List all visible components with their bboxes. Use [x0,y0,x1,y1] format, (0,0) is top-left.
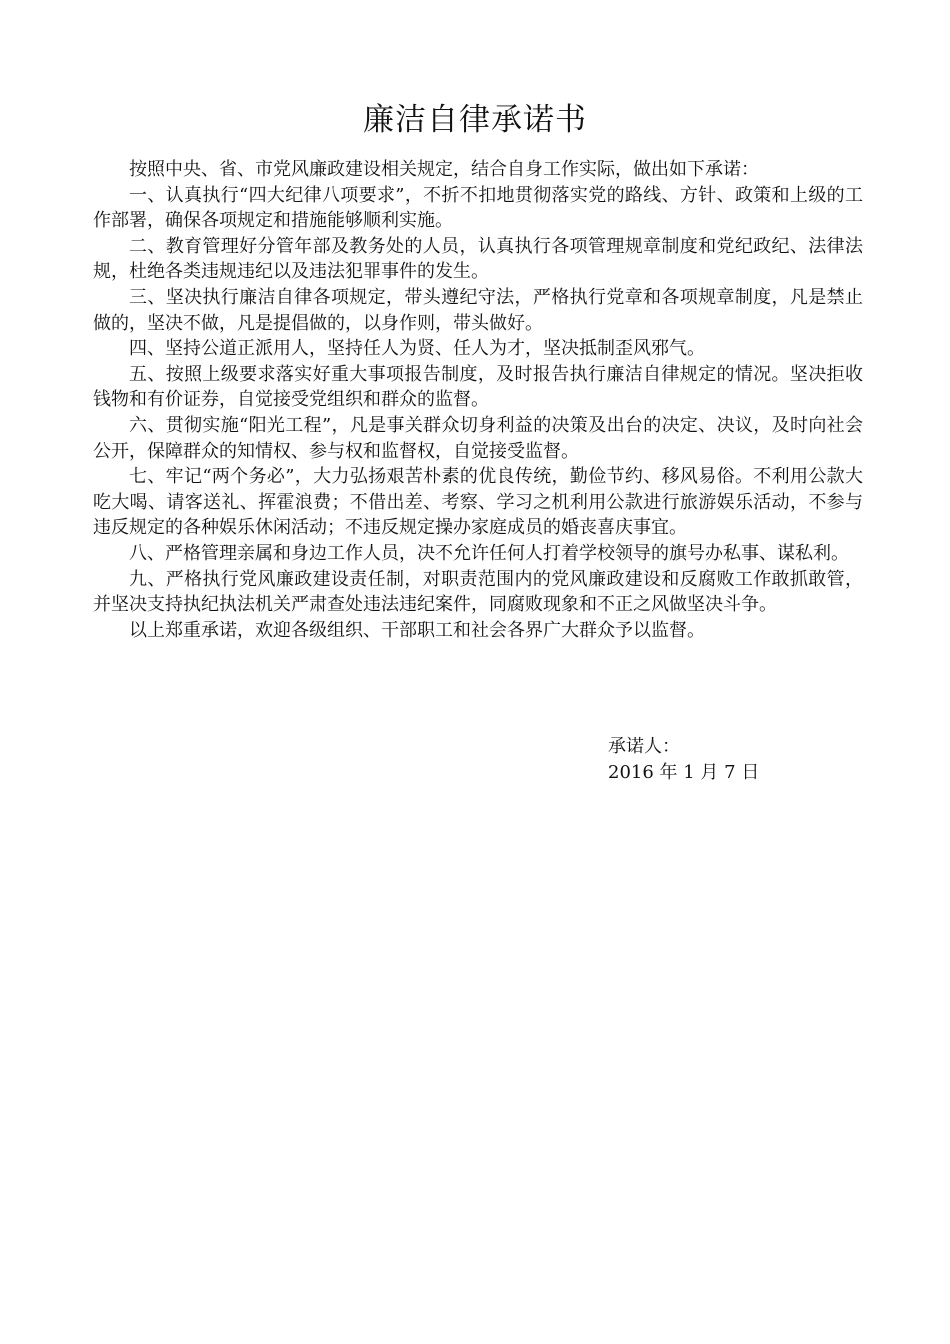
paragraph-8: 八、严格管理亲属和身边工作人员，决不允许任何人打着学校领导的旗号办私事、谋私利。 [129,542,849,564]
document-body [93,157,863,643]
paragraph-1: 一、认真执行“四大纪律八项要求”，不折不扣地贯彻落实党的路线、方针、政策和上级的工作部署，确保各项规定和措施能够顺利实施。 [93,184,863,232]
paragraph-7: 七、牢记“两个务必”，大力弘扬艰苦朴素的优良传统，勤俭节约、移风易俗。不利用公款大吃大喝、请客送礼、挥霍浪费；不借出差、考察、学习之机利用公款进行旅游娱乐活动，不参与违反规定的各种娱乐休闲活动；不违反规定操办家庭成员的婚丧喜庆事宜。 [93,466,863,539]
signature-date: 2016 年 1 月 7 日 [608,762,760,783]
paragraph-2: 二、教育管理好分管年部及教务处的人员，认真执行各项管理规章制度和党纪政纪、法律法规，杜绝各类违规违纪以及违法犯罪事件的发生。 [93,235,863,283]
paragraph-3: 三、坚决执行廉洁自律各项规定，带头遵纪守法，严格执行党章和各项规章制度，凡是禁止做的，坚决不做，凡是提倡做的，以身作则，带头做好。 [93,286,863,334]
paragraph-6: 六、贯彻实施“阳光工程”，凡是事关群众切身利益的决策及出台的决定、决议，及时向社会公开，保障群众的知情权、参与权和监督权，自觉接受监督。 [93,414,863,462]
signature-block [608,734,759,786]
paragraph-9: 九、严格执行党风廉政建设责任制，对职责范围内的党风廉政建设和反腐败工作敢抓敢管，并坚决支持执纪执法机关严肃查处违法违纪案件，同腐败现象和不正之风做坚决斗争。 [93,568,863,616]
paragraph-5: 五、按照上级要求落实好重大事项报告制度，及时报告执行廉洁自律规定的情况。坚决拒收钱物和有价证券，自觉接受党组织和群众的监督。 [93,363,863,411]
paragraph-intro: 按照中央、省、市党风廉政建设相关规定，结合自身工作实际，做出如下承诺： [129,159,759,180]
document-title: 廉洁自律承诺书 [363,102,587,138]
paragraph-4: 四、坚持公道正派用人，坚持任人为贤、任人为才，坚决抵制歪风邪气。 [129,338,705,360]
paragraph-closing: 以上郑重承诺，欢迎各级组织、干部职工和社会各界广大群众予以监督。 [129,619,705,641]
signature-label: 承诺人： [608,736,680,757]
